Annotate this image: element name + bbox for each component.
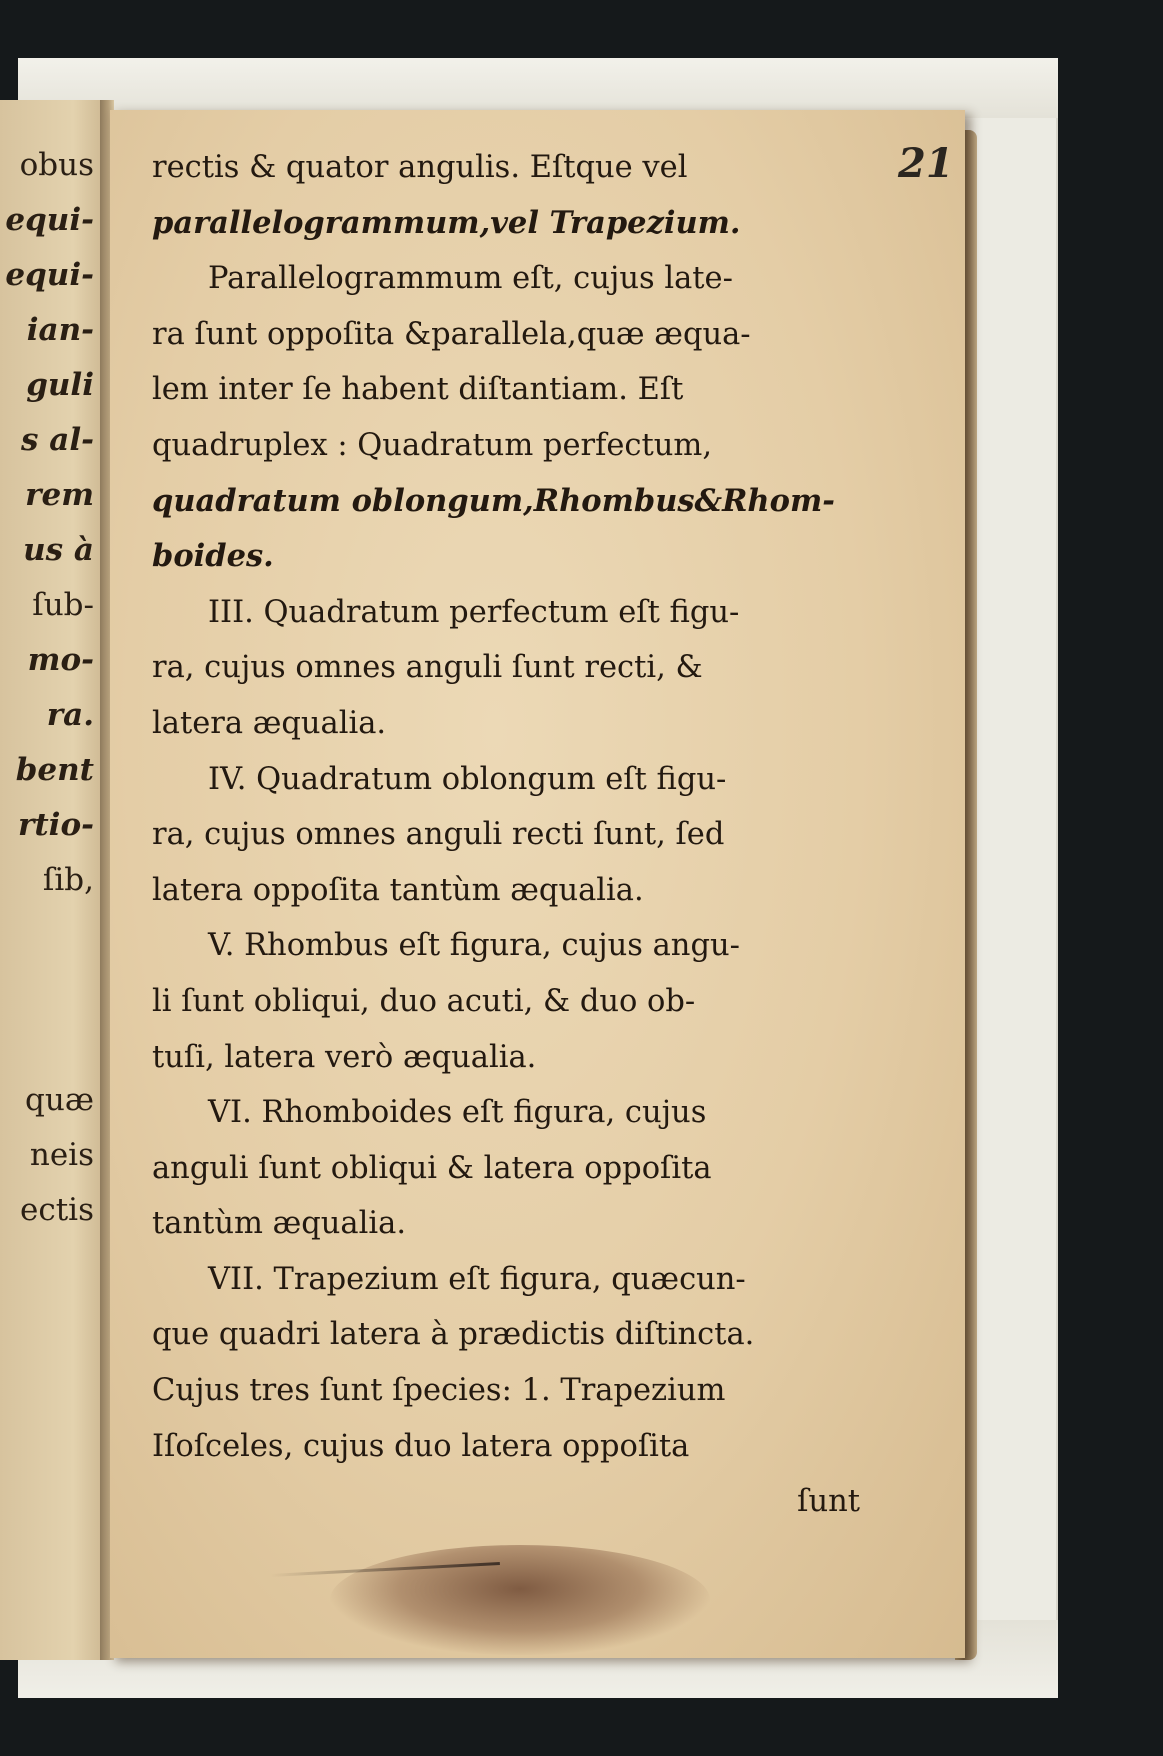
- previous-page-fragment: rem: [25, 477, 94, 513]
- previous-page-fragment: equi-: [5, 257, 94, 293]
- page-text-block: [152, 140, 872, 1530]
- previous-page-fragment: equi-: [5, 202, 94, 238]
- text-line: quadruplex : Quadratum perfectum,: [152, 427, 713, 463]
- text-line: VII. Trapezium eſt figura, quæcun-: [208, 1261, 746, 1297]
- previous-page-fragment: ſub-: [32, 587, 94, 623]
- previous-page-fragment: obus: [19, 147, 94, 183]
- text-line: Cujus tres ſunt ſpecies: 1. Trapezium: [152, 1373, 726, 1409]
- text-line: Iſoſceles, cujus duo latera oppoſita: [152, 1428, 690, 1464]
- text-line: latera æqualia.: [152, 705, 387, 741]
- previous-page-fragment: s al-: [21, 422, 94, 458]
- previous-page-fragment: ra.: [46, 697, 94, 733]
- text-line: parallelogrammum,vel Trapezium.: [152, 204, 741, 241]
- text-line: ra, cujus omnes anguli ſunt recti, &: [152, 650, 703, 686]
- text-line: VI. Rhomboides eſt figura, cujus: [208, 1095, 707, 1131]
- text-line: latera oppoſita tantùm æqualia.: [152, 872, 644, 908]
- previous-page-fragment: rtio-: [18, 807, 94, 843]
- previous-page-fragment: ian-: [26, 312, 94, 348]
- previous-page-fragment: bent: [15, 752, 94, 788]
- text-line: IV. Quadratum oblongum eſt figu-: [208, 761, 727, 797]
- board-top-band: [18, 58, 1058, 118]
- text-line: rectis & quator angulis. Eſtque vel: [152, 150, 688, 185]
- previous-page-text: [0, 138, 100, 1238]
- previous-page-fragment: mo-: [27, 642, 94, 678]
- text-line: quadratum oblongum,Rhombus&Rhom-: [152, 482, 835, 519]
- text-line: V. Rhombus eſt figura, cujus angu-: [208, 928, 740, 964]
- page-number: 21: [898, 140, 954, 187]
- water-stain: [330, 1545, 710, 1655]
- previous-page-fragment: quæ: [25, 1082, 94, 1118]
- previous-page-fragment: us à: [23, 532, 94, 568]
- text-line: que quadri latera à prædictis diſtincta.: [152, 1317, 755, 1353]
- text-line: tantùm æqualia.: [152, 1206, 407, 1242]
- previous-page-fragment: neis: [29, 1137, 94, 1173]
- text-line: Parallelogrammum eſt, cujus late-: [208, 261, 733, 297]
- text-line: anguli ſunt obliqui & latera oppoſita: [152, 1150, 712, 1186]
- text-line: ſunt: [797, 1484, 860, 1520]
- text-line: lem inter ſe habent diſtantiam. Eſt: [152, 372, 684, 408]
- text-line: ra, cujus omnes anguli recti ſunt, ſed: [152, 817, 725, 853]
- text-line: tuſi, latera verò æqualia.: [152, 1039, 537, 1075]
- text-line: III. Quadratum perfectum eſt figu-: [208, 594, 740, 630]
- text-line: boides.: [152, 538, 274, 575]
- previous-page-fragment: guli: [26, 367, 94, 403]
- text-line: ra ſunt oppoſita &parallela,quæ æqua-: [152, 316, 751, 352]
- text-line: li ſunt obliqui, duo acuti, & duo ob-: [152, 983, 696, 1019]
- previous-page-fragment: ectis: [20, 1192, 94, 1228]
- previous-page-fragment: ſib,: [42, 862, 94, 898]
